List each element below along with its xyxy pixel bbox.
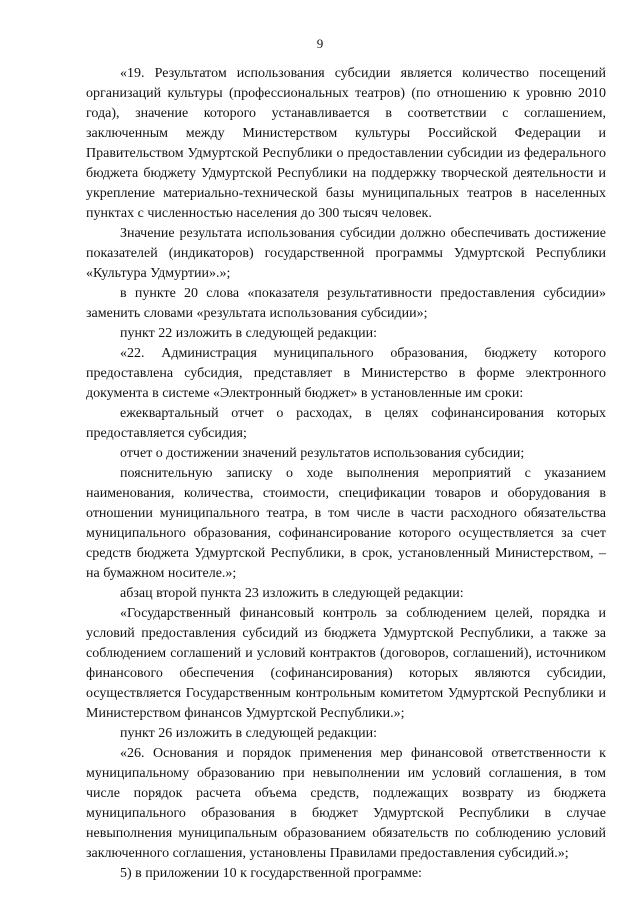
paragraph-quarterly-report: ежеквартальный отчет о расходах, в целях софинансирования которых предоставляется субсидия;	[86, 406, 606, 441]
paragraph-results-report: отчет о достижении значений результатов использования субсидии;	[120, 446, 525, 461]
paragraph-clause-26-intro: пункт 26 изложить в следующей редакции:	[120, 726, 377, 741]
paragraph-clause-19: «19. Результатом использования субсидии является количество посещений организаций культуры (профессиональных театров) (по отношению к уровню 2010 года), значение которого устанавливается в соответствии с соглашением, заключенным между Министерством культуры Российской Федерации и Правительством Удмуртской Республики о предоставлении субсидии из федерального бюджета бюджету Удмуртской Республики на поддержку творческой деятельности и укрепление материально-технической базы муниципальных театров в населенных пунктах с численностью населения до 300 тысяч человек.	[86, 66, 606, 221]
paragraph-result-value: Значение результата использования субсидии должно обеспечивать достижение показателей (индикаторов) государственной программы Удмуртской Республики «Культура Удмуртии».»;	[86, 226, 606, 281]
paragraph-financial-control: «Государственный финансовый контроль за соблюдением целей, порядка и условий предоставления субсидий из бюджета Удмуртской Республики, а также за соблюдением соглашений и условий контрактов (договоров, соглашений), источником финансового обеспечения (софинансирования) которых являются субсидии, осуществляется Государственным контрольным комитетом Удмуртской Республики и Министерством финансов Удмуртской Республики.»;	[86, 606, 606, 721]
paragraph-clause-23-intro: абзац второй пункта 23 изложить в следующей редакции:	[120, 586, 464, 601]
paragraph-appendix-10: 5) в приложении 10 к государственной программе:	[120, 866, 422, 881]
paragraph-explanatory-note: пояснительную записку о ходе выполнения мероприятий с указанием наименования, количества, стоимости, спецификации товаров и оборудования в отношении муниципального театра, в том числе в части расходного обязательства муниципального образования, софинансирование которого осуществляется за счет средств бюджета Удмуртской Республики, в срок, установленный Министерством, – на бумажном носителе.»;	[86, 466, 606, 581]
paragraph-clause-22-intro: пункт 22 изложить в следующей редакции:	[120, 326, 377, 341]
document-body	[86, 64, 606, 884]
paragraph-clause-22: «22. Администрация муниципального образования, бюджету которого предоставлена субсидия, представляет в Министерство в форме электронного документа в системе «Электронный бюджет» в установленные им сроки:	[86, 346, 606, 401]
page-number: 9	[316, 36, 324, 51]
paragraph-clause-26: «26. Основания и порядок применения мер финансовой ответственности к муниципальному образованию при невыполнении им условий соглашения, в том числе порядок расчета объема средств, подлежащих возврату из бюджета муниципального образования в бюджет Удмуртской Республики в случае невыполнения муниципальным образованием обязательств по соблюдению условий заключенного соглашения, установлены Правилами предоставления субсидий.»;	[86, 746, 606, 861]
paragraph-clause-20-change: в пункте 20 слова «показателя результативности предоставления субсидии» заменить словами «результата использования субсидии»;	[86, 286, 606, 321]
